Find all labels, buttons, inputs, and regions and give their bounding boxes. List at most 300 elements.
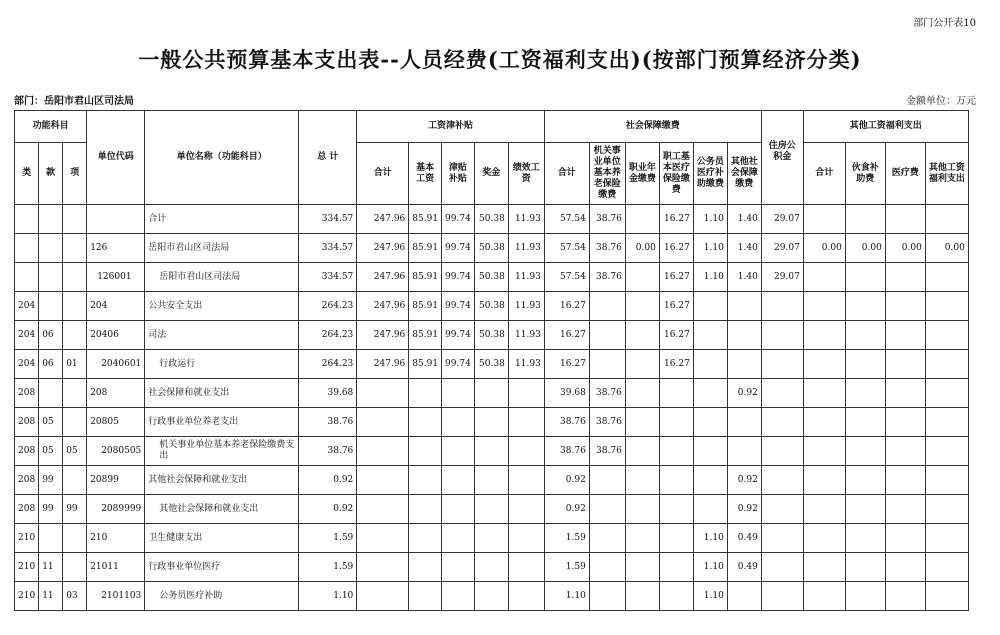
cell-ho	[761, 350, 803, 379]
cell-wt	[357, 524, 409, 553]
cell-ow	[925, 292, 968, 321]
cell-name: 公共安全支出	[145, 292, 299, 321]
table-row	[15, 553, 969, 582]
cell-name: 岳阳市君山区司法局	[145, 234, 299, 263]
cell-ho	[761, 466, 803, 495]
cell-pf: 11.93	[508, 292, 544, 321]
cell-total: 334.57	[299, 263, 357, 292]
cell-al	[442, 582, 475, 611]
cell-an: 0.00	[625, 234, 659, 263]
cell-os	[727, 408, 761, 437]
cell-os	[727, 321, 761, 350]
cell-me: 16.27	[659, 321, 693, 350]
cell-bw	[409, 553, 442, 582]
cell-code: 2080505	[87, 437, 145, 466]
header-other-total: 合计	[803, 143, 845, 205]
cell-st: 57.54	[544, 205, 589, 234]
cell-st: 38.76	[544, 408, 589, 437]
cell-lei: 210	[15, 582, 39, 611]
cell-ml	[845, 379, 885, 408]
header-other-social: 其他社会保障缴费	[727, 143, 761, 205]
cell-os: 0.92	[727, 466, 761, 495]
header-medical-fee: 医疗费	[885, 143, 925, 205]
cell-st: 38.76	[544, 437, 589, 466]
cell-ml	[845, 553, 885, 582]
cell-pf	[508, 582, 544, 611]
amount-unit-label: 金额单位：万元	[906, 96, 976, 107]
cell-ow	[925, 321, 968, 350]
cell-os: 0.92	[727, 379, 761, 408]
cell-kuan: 11	[39, 582, 63, 611]
cell-pe: 38.76	[589, 437, 625, 466]
cell-me	[659, 379, 693, 408]
cell-ml	[845, 321, 885, 350]
cell-an	[625, 263, 659, 292]
cell-xiang	[63, 292, 87, 321]
cell-kuan: 99	[39, 495, 63, 524]
header-performance: 绩效工资	[508, 143, 544, 205]
cell-total: 39.68	[299, 379, 357, 408]
cell-kuan: 06	[39, 321, 63, 350]
table-number-label: 部门公开表10	[913, 18, 976, 29]
cell-ow	[925, 408, 968, 437]
cell-mf	[885, 205, 925, 234]
table-row	[15, 350, 969, 379]
cell-al	[442, 437, 475, 466]
cell-lei	[15, 234, 39, 263]
table-row	[15, 495, 969, 524]
cell-xiang	[63, 379, 87, 408]
cell-ot	[803, 321, 845, 350]
cell-ml	[845, 408, 885, 437]
cell-pf	[508, 553, 544, 582]
cell-ho	[761, 321, 803, 350]
cell-al	[442, 553, 475, 582]
cell-bo	[474, 495, 508, 524]
cell-st: 0.92	[544, 495, 589, 524]
cell-bo: 50.38	[474, 263, 508, 292]
cell-pe	[589, 524, 625, 553]
cell-total: 0.92	[299, 495, 357, 524]
header-bonus: 奖金	[474, 143, 508, 205]
table-row	[15, 437, 969, 466]
header-unit-code: 单位代码	[87, 111, 145, 205]
cell-code	[87, 205, 145, 234]
cell-wt: 247.96	[357, 292, 409, 321]
header-social-total: 合计	[544, 143, 589, 205]
table-row	[15, 321, 969, 350]
cell-al	[442, 466, 475, 495]
cell-pf	[508, 379, 544, 408]
cell-ow	[925, 495, 968, 524]
cell-code: 2089999	[87, 495, 145, 524]
cell-bo: 50.38	[474, 350, 508, 379]
cell-wt	[357, 379, 409, 408]
header-kuan: 款	[39, 143, 63, 205]
cell-lei	[15, 205, 39, 234]
cell-code: 204	[87, 292, 145, 321]
cell-bw: 85.91	[409, 205, 442, 234]
cell-ot	[803, 466, 845, 495]
cell-wt: 247.96	[357, 263, 409, 292]
table-row	[15, 234, 969, 263]
cell-me	[659, 553, 693, 582]
cell-al: 99.74	[442, 321, 475, 350]
cell-os: 0.49	[727, 524, 761, 553]
cell-mf	[885, 321, 925, 350]
cell-cm	[693, 379, 727, 408]
cell-ow	[925, 350, 968, 379]
cell-bo	[474, 524, 508, 553]
cell-kuan	[39, 205, 63, 234]
cell-an	[625, 408, 659, 437]
cell-bw	[409, 466, 442, 495]
cell-bw: 85.91	[409, 292, 442, 321]
cell-lei: 208	[15, 495, 39, 524]
cell-xiang	[63, 408, 87, 437]
table-row	[15, 263, 969, 292]
table-row	[15, 408, 969, 437]
cell-wt: 247.96	[357, 321, 409, 350]
cell-ho	[761, 437, 803, 466]
cell-pe	[589, 582, 625, 611]
cell-xiang	[63, 466, 87, 495]
cell-name: 行政事业单位养老支出	[145, 408, 299, 437]
cell-pf	[508, 437, 544, 466]
table-row	[15, 292, 969, 321]
cell-mf: 0.00	[885, 234, 925, 263]
cell-me	[659, 582, 693, 611]
cell-st: 16.27	[544, 292, 589, 321]
cell-lei: 210	[15, 553, 39, 582]
cell-pf	[508, 466, 544, 495]
cell-an	[625, 321, 659, 350]
cell-an	[625, 495, 659, 524]
cell-pf: 11.93	[508, 321, 544, 350]
cell-an	[625, 466, 659, 495]
cell-os: 0.49	[727, 553, 761, 582]
cell-name: 卫生健康支出	[145, 524, 299, 553]
cell-ot	[803, 408, 845, 437]
cell-an	[625, 205, 659, 234]
cell-bo	[474, 408, 508, 437]
cell-cm	[693, 408, 727, 437]
header-other-welfare: 其他工资福利支出	[925, 143, 968, 205]
table-row	[15, 379, 969, 408]
cell-bo: 50.38	[474, 234, 508, 263]
cell-os: 1.40	[727, 205, 761, 234]
cell-an	[625, 582, 659, 611]
cell-total: 334.57	[299, 234, 357, 263]
cell-ml	[845, 205, 885, 234]
cell-ow	[925, 524, 968, 553]
cell-cm: 1.10	[693, 553, 727, 582]
cell-bw	[409, 379, 442, 408]
cell-st: 1.10	[544, 582, 589, 611]
cell-bw: 85.91	[409, 321, 442, 350]
cell-os	[727, 437, 761, 466]
cell-name: 岳阳市君山区司法局	[145, 263, 299, 292]
cell-name: 行政运行	[145, 350, 299, 379]
header-meal: 伙食补助费	[845, 143, 885, 205]
cell-total: 264.23	[299, 321, 357, 350]
header-func-subject: 功能科目	[15, 111, 87, 143]
cell-kuan: 11	[39, 553, 63, 582]
cell-pe: 38.76	[589, 234, 625, 263]
header-wage-total: 合计	[357, 143, 409, 205]
cell-me	[659, 524, 693, 553]
cell-pe	[589, 321, 625, 350]
cell-wt	[357, 437, 409, 466]
cell-ml	[845, 582, 885, 611]
cell-al	[442, 408, 475, 437]
cell-kuan	[39, 292, 63, 321]
cell-pe	[589, 466, 625, 495]
cell-bo	[474, 379, 508, 408]
cell-wt	[357, 466, 409, 495]
header-other-group: 其他工资福利支出	[803, 111, 968, 143]
cell-name: 司法	[145, 321, 299, 350]
cell-ot: 0.00	[803, 234, 845, 263]
cell-pe	[589, 350, 625, 379]
cell-bo	[474, 437, 508, 466]
cell-ml	[845, 495, 885, 524]
cell-total: 38.76	[299, 408, 357, 437]
cell-ow	[925, 263, 968, 292]
cell-ho	[761, 524, 803, 553]
cell-code: 2040601	[87, 350, 145, 379]
header-lei: 类	[15, 143, 39, 205]
cell-wt	[357, 495, 409, 524]
cell-xiang	[63, 263, 87, 292]
budget-table	[14, 110, 969, 611]
cell-ho	[761, 292, 803, 321]
cell-st: 57.54	[544, 234, 589, 263]
cell-st: 1.59	[544, 524, 589, 553]
cell-lei: 208	[15, 379, 39, 408]
cell-wt	[357, 582, 409, 611]
cell-xiang: 03	[63, 582, 87, 611]
cell-lei: 204	[15, 321, 39, 350]
cell-ow	[925, 437, 968, 466]
cell-me: 16.27	[659, 205, 693, 234]
cell-bo	[474, 582, 508, 611]
header-total: 总 计	[299, 111, 357, 205]
cell-pf	[508, 495, 544, 524]
cell-ho	[761, 495, 803, 524]
cell-code: 21011	[87, 553, 145, 582]
cell-mf	[885, 379, 925, 408]
cell-an	[625, 350, 659, 379]
cell-ml	[845, 437, 885, 466]
cell-me: 16.27	[659, 350, 693, 379]
cell-cm	[693, 350, 727, 379]
cell-ow	[925, 582, 968, 611]
cell-bo	[474, 553, 508, 582]
header-unit-name: 单位名称（功能科目）	[145, 111, 299, 205]
cell-ho: 29.07	[761, 205, 803, 234]
cell-xiang	[63, 553, 87, 582]
cell-st: 39.68	[544, 379, 589, 408]
cell-bw	[409, 524, 442, 553]
cell-xiang: 05	[63, 437, 87, 466]
cell-os: 0.92	[727, 495, 761, 524]
cell-bw: 85.91	[409, 350, 442, 379]
header-housing: 住房公积金	[761, 111, 803, 205]
cell-ml	[845, 350, 885, 379]
cell-kuan	[39, 524, 63, 553]
cell-wt: 247.96	[357, 205, 409, 234]
cell-al: 99.74	[442, 263, 475, 292]
cell-xiang: 01	[63, 350, 87, 379]
cell-kuan: 05	[39, 408, 63, 437]
cell-mf	[885, 553, 925, 582]
cell-total: 1.10	[299, 582, 357, 611]
cell-mf	[885, 524, 925, 553]
cell-pe: 38.76	[589, 379, 625, 408]
cell-al: 99.74	[442, 350, 475, 379]
cell-me	[659, 466, 693, 495]
cell-an	[625, 292, 659, 321]
cell-bw	[409, 437, 442, 466]
header-annuity: 职业年金缴费	[625, 143, 659, 205]
cell-bw: 85.91	[409, 263, 442, 292]
cell-pf	[508, 524, 544, 553]
table-row	[15, 524, 969, 553]
cell-os	[727, 350, 761, 379]
cell-st: 0.92	[544, 466, 589, 495]
cell-lei: 208	[15, 466, 39, 495]
cell-pe	[589, 292, 625, 321]
header-civil-medical: 公务员医疗补助缴费	[693, 143, 727, 205]
cell-ot	[803, 379, 845, 408]
cell-al: 99.74	[442, 292, 475, 321]
cell-cm	[693, 466, 727, 495]
cell-ow	[925, 205, 968, 234]
header-basic-wage: 基本工资	[409, 143, 442, 205]
table-row	[15, 582, 969, 611]
cell-cm: 1.10	[693, 234, 727, 263]
cell-ho	[761, 553, 803, 582]
cell-ow	[925, 466, 968, 495]
cell-ot	[803, 437, 845, 466]
cell-cm: 1.10	[693, 524, 727, 553]
cell-mf	[885, 582, 925, 611]
cell-mf	[885, 292, 925, 321]
cell-wt: 247.96	[357, 350, 409, 379]
cell-lei: 210	[15, 524, 39, 553]
cell-cm: 1.10	[693, 205, 727, 234]
header-wage-group: 工资津补贴	[357, 111, 545, 143]
cell-ot	[803, 553, 845, 582]
cell-an	[625, 437, 659, 466]
cell-ml	[845, 263, 885, 292]
cell-ho	[761, 582, 803, 611]
cell-code: 126	[87, 234, 145, 263]
cell-bw	[409, 408, 442, 437]
cell-name: 合计	[145, 205, 299, 234]
cell-total: 1.59	[299, 524, 357, 553]
cell-an	[625, 379, 659, 408]
cell-code: 20899	[87, 466, 145, 495]
cell-al	[442, 524, 475, 553]
cell-bw	[409, 495, 442, 524]
cell-ml	[845, 466, 885, 495]
cell-ml: 0.00	[845, 234, 885, 263]
cell-kuan	[39, 234, 63, 263]
cell-cm	[693, 437, 727, 466]
cell-ho: 29.07	[761, 234, 803, 263]
cell-xiang	[63, 205, 87, 234]
cell-lei: 204	[15, 292, 39, 321]
cell-kuan	[39, 379, 63, 408]
table-row	[15, 466, 969, 495]
table-row	[15, 205, 969, 234]
cell-ow	[925, 553, 968, 582]
cell-me	[659, 437, 693, 466]
cell-kuan: 06	[39, 350, 63, 379]
header-medical: 职工基本医疗保险缴费	[659, 143, 693, 205]
cell-os: 1.40	[727, 263, 761, 292]
cell-ml	[845, 524, 885, 553]
cell-code: 2101103	[87, 582, 145, 611]
cell-pe	[589, 495, 625, 524]
cell-st: 16.27	[544, 321, 589, 350]
cell-me: 16.27	[659, 292, 693, 321]
cell-pf: 11.93	[508, 350, 544, 379]
cell-code: 20406	[87, 321, 145, 350]
cell-wt	[357, 408, 409, 437]
cell-mf	[885, 350, 925, 379]
cell-total: 264.23	[299, 350, 357, 379]
cell-bo: 50.38	[474, 321, 508, 350]
cell-code: 126001	[87, 263, 145, 292]
cell-ho: 29.07	[761, 263, 803, 292]
cell-bw: 85.91	[409, 234, 442, 263]
cell-me: 16.27	[659, 263, 693, 292]
department-label: 部门：岳阳市君山区司法局	[14, 96, 134, 107]
cell-name: 行政事业单位医疗	[145, 553, 299, 582]
cell-pf: 11.93	[508, 263, 544, 292]
cell-ho	[761, 379, 803, 408]
cell-os: 1.40	[727, 234, 761, 263]
cell-me	[659, 408, 693, 437]
cell-ot	[803, 350, 845, 379]
cell-cm: 1.10	[693, 582, 727, 611]
cell-total: 38.76	[299, 437, 357, 466]
cell-cm	[693, 321, 727, 350]
cell-code: 20805	[87, 408, 145, 437]
cell-me	[659, 495, 693, 524]
cell-wt	[357, 553, 409, 582]
cell-code: 208	[87, 379, 145, 408]
cell-ow: 0.00	[925, 234, 968, 263]
cell-ho	[761, 408, 803, 437]
cell-os	[727, 292, 761, 321]
cell-an	[625, 524, 659, 553]
cell-an	[625, 553, 659, 582]
cell-al: 99.74	[442, 234, 475, 263]
cell-pe: 38.76	[589, 408, 625, 437]
cell-pe	[589, 553, 625, 582]
cell-ot	[803, 263, 845, 292]
cell-pf: 11.93	[508, 205, 544, 234]
header-social-group: 社会保障缴费	[544, 111, 761, 143]
cell-st: 1.59	[544, 553, 589, 582]
cell-total: 334.57	[299, 205, 357, 234]
cell-cm	[693, 292, 727, 321]
cell-name: 其他社会保障和就业支出	[145, 495, 299, 524]
